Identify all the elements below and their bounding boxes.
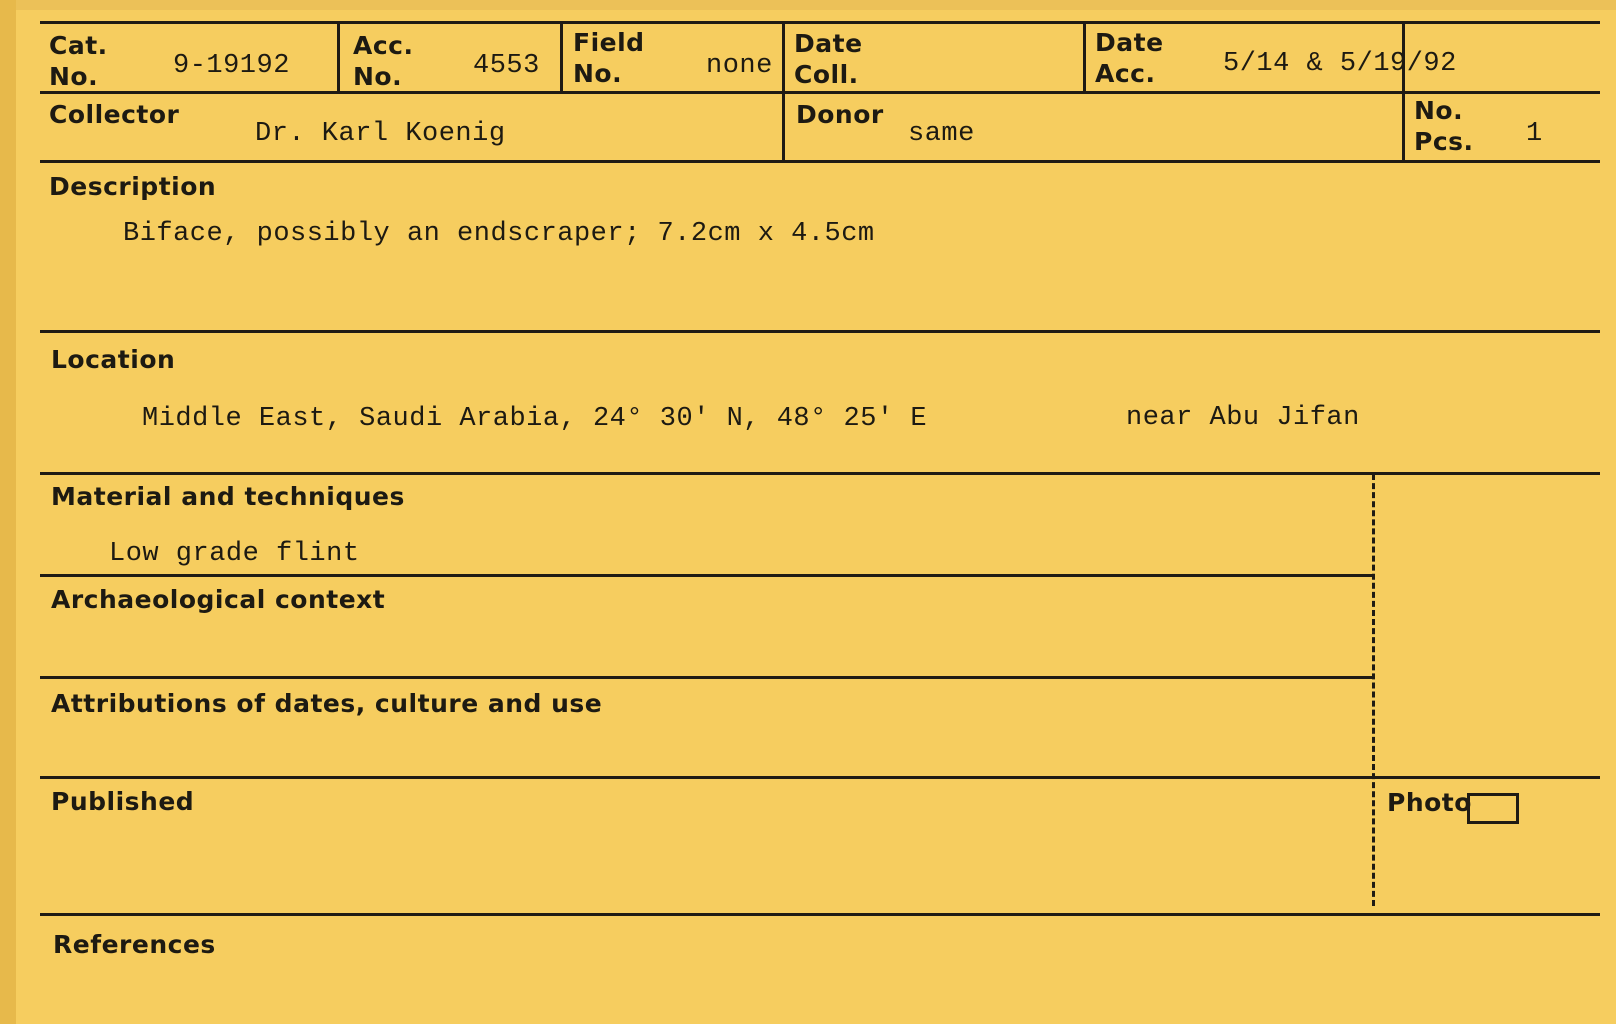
divider-datecoll-dateacc: [1083, 21, 1086, 94]
divider-dateacc-pcs: [1402, 21, 1405, 163]
card-top-edge: [0, 0, 1616, 10]
no-pcs-label: No. Pcs.: [1414, 96, 1474, 156]
rule-context-bottom: [40, 676, 1373, 679]
acc-no-value: 4553: [473, 51, 540, 81]
date-coll-label: Date Coll.: [794, 29, 863, 89]
photo-column-divider: [1372, 474, 1375, 906]
description-label: Description: [49, 172, 217, 201]
field-no-label: Field No.: [573, 28, 645, 88]
archaeological-context-label: Archaeological context: [51, 585, 386, 614]
donor-value: same: [908, 119, 975, 149]
rule-attributions-bottom: [40, 776, 1600, 779]
date-acc-value: 5/14 & 5/19/92: [1223, 49, 1457, 79]
rule-published-bottom: [40, 913, 1600, 916]
photo-label: Photo: [1387, 788, 1472, 817]
rule-header-top: [40, 21, 1600, 24]
cat-no-label: Cat. No.: [49, 31, 108, 91]
divider-field-datecoll: [782, 21, 785, 163]
collector-label: Collector: [49, 100, 180, 129]
donor-label: Donor: [796, 100, 884, 129]
published-label: Published: [51, 787, 195, 816]
photo-checkbox[interactable]: [1467, 793, 1519, 824]
rule-location-bottom: [40, 472, 1600, 475]
card-left-edge: [0, 0, 16, 1024]
attributions-label: Attributions of dates, culture and use: [51, 689, 603, 718]
date-acc-label: Date Acc.: [1095, 28, 1164, 88]
field-no-value: none: [706, 51, 773, 81]
references-label: References: [53, 930, 216, 959]
rule-collector-bottom: [40, 160, 1600, 163]
description-value: Biface, possibly an endscraper; 7.2cm x 4.5cm: [123, 219, 875, 249]
location-value: Middle East, Saudi Arabia, 24° 30' N, 48° 25' E: [142, 404, 928, 434]
rule-description-bottom: [40, 330, 1600, 333]
acc-no-label: Acc. No.: [353, 31, 414, 91]
cat-no-value: 9-19192: [173, 51, 290, 81]
divider-cat-acc: [337, 21, 340, 94]
divider-acc-field: [560, 21, 563, 94]
collector-value: Dr. Karl Koenig: [255, 119, 506, 149]
no-pcs-value: 1: [1526, 119, 1543, 149]
material-value: Low grade flint: [109, 539, 360, 569]
location-label: Location: [51, 345, 176, 374]
location-note: near Abu Jifan: [1126, 403, 1360, 433]
rule-header-bottom: [40, 91, 1600, 94]
material-label: Material and techniques: [51, 482, 405, 511]
rule-material-bottom: [40, 574, 1373, 577]
